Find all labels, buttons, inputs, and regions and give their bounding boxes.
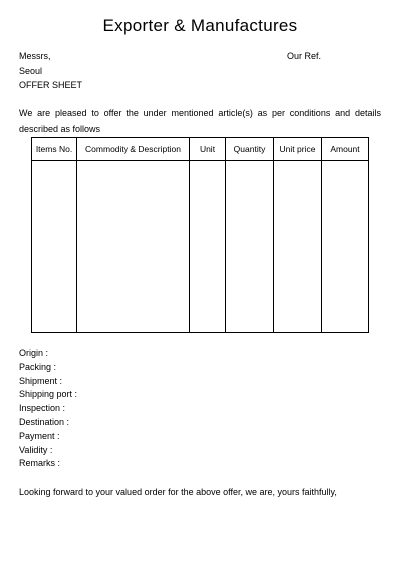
header-quantity: Quantity (226, 138, 274, 161)
term-payment: Payment : (19, 430, 60, 441)
term-validity: Validity : (19, 444, 53, 455)
term-packing: Packing : (19, 361, 57, 372)
table-cell (190, 161, 226, 333)
our-ref-label: Our Ref. (287, 51, 322, 61)
table-cell (274, 161, 322, 333)
header-unit-price: Unit price (274, 138, 322, 161)
header-amount: Amount (322, 138, 369, 161)
addressee-label: Messrs, (19, 51, 51, 61)
term-shipping-port: Shipping port : (19, 389, 78, 400)
term-origin: Origin : (19, 348, 49, 358)
intro-paragraph: We are pleased to offer the under mentioned article(s) as per conditions and details described as follows (19, 108, 381, 134)
term-remarks: Remarks : (19, 458, 61, 469)
table-cell (77, 161, 190, 333)
term-shipment: Shipment : (19, 375, 63, 386)
document-title: Exporter & Manufactures (102, 16, 298, 35)
table-cell (226, 161, 274, 333)
table-row (32, 161, 369, 333)
doc-type-label: OFFER SHEET (19, 80, 83, 90)
terms-list (19, 347, 77, 471)
header-commodity: Commodity & Description (77, 138, 190, 161)
table-header-row (32, 138, 369, 161)
offer-table (31, 137, 369, 333)
table-cell (322, 161, 369, 333)
term-inspection: Inspection : (19, 403, 66, 414)
city-label: Seoul (19, 66, 43, 76)
term-destination: Destination : (19, 416, 70, 427)
closing-paragraph: Looking forward to your valued order for the above offer, we are, yours faithfully, (19, 487, 337, 497)
header-unit: Unit (190, 138, 226, 161)
header-items-no: Items No. (32, 138, 77, 161)
table-cell (32, 161, 77, 333)
